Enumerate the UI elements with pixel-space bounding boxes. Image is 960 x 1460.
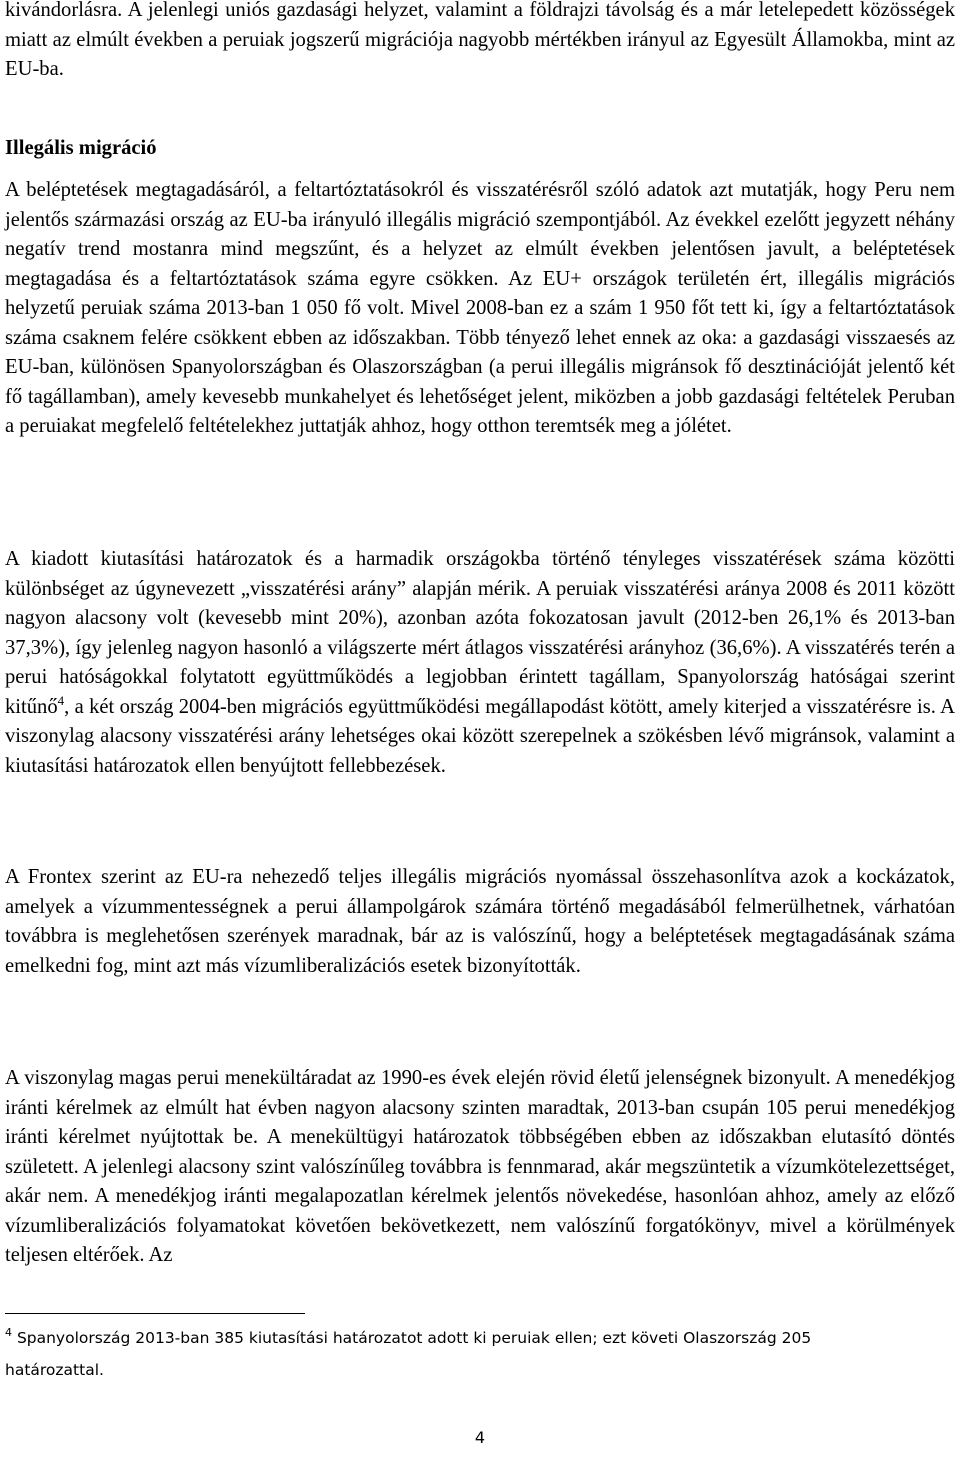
paragraph-return-rate-part1: A kiadott kiutasítási határozatok és a harmadik országokba történő tényleges visszatérések száma közötti különbséget az úgynevezett „visszatérési arány” alapján mérik. A peruiak visszatérési aránya 2008 és 2011 között nagyon alacsony volt (kevesebb mint 20%), azonban azóta fokozatosan javult (2012-ben 26,1% és 2013-ban 37,3%), így jelenleg nagyon hasonló a világszerte mért átlagos visszatérési arányhoz (36,6%). A visszatérés terén a perui hatóságokkal folytatott együttműködés a legjobban érintett tagállam, Spanyolország hatóságai szerint kitűnő xyxy=(5,548,955,718)
section-heading: Illegális migráció xyxy=(5,137,157,159)
paragraph-intro: kivándorlásra. A jelenlegi uniós gazdasági helyzet, valamint a földrajzi távolság és a már letelepedett közösségek miatt az elmúlt években a peruiak jogszerű migrációja nagyobb mértékben irányul az Egyesült Államokba, mint az EU-ba. xyxy=(5,0,955,80)
footnote-separator xyxy=(5,1313,305,1314)
footnote-reference: 4 xyxy=(57,692,65,708)
paragraph-illegal-migration: A beléptetések megtagadásáról, a feltartóztatásokról és visszatérésről szóló adatok azt mutatják, hogy Peru nem jelentős származási ország az EU-ba irányuló illegális migráció szempontjából. Az évekkel ezelőtt jegyzett néhány negatív trend mostanra mind megszűnt, és a helyzet az elmúlt években jelentősen javult, a beléptetések megtagadása és a feltartóztatások száma egyre csökken. Az EU+ országok területén ért, illegális migrációs helyzetű peruiak száma 2013-ban 1 050 fő volt. Mivel 2008-ban ez a szám 1 950 főt tett ki, így a feltartóztatások száma csaknem felére csökkent ebben az időszakban. Több tényező lehet ennek az oka: a gazdasági visszaesés az EU-ban, különösen Spanyolországban és Olaszországban (a perui illegális migránsok fő desztinációját jelentő két fő tagállamban), amely kevesebb munkahelyet és lehetőséget jelent, miközben a jobb gazdasági feltételek Peruban a peruiakat megfelelő feltételekhez juttatják ahhoz, hogy otthon teremtsék meg a jólétet. xyxy=(5,179,955,437)
footnote-number: 4 xyxy=(5,1326,12,1339)
paragraph-return-rate xyxy=(5,545,955,781)
paragraph-return-rate-part2: , a két ország 2004-ben migrációs együttműködési megállapodást kötött, amely kiterjed a visszatérésre is. A viszonylag alacsony visszatérési arány lehetséges okai között szerepelnek a szökésben lévő migránsok, valamint a kiutasítási határozatok ellen benyújtott fellebbezések. xyxy=(5,695,955,777)
footnote-text: Spanyolország 2013-ban 385 kiutasítási határozatot adott ki peruiak ellen; ezt követi Olaszország 205 határozattal. xyxy=(5,1329,812,1379)
page-number: 4 xyxy=(474,1428,486,1447)
footnote xyxy=(5,1322,905,1386)
paragraph-asylum: A viszonylag magas perui menekültáradat az 1990-es évek elején rövid életű jelenségnek bizonyult. A menedékjog iránti kérelmek az elmúlt hat évben nagyon alacsony szinten maradtak, 2013-ban csupán 105 perui menedékjog iránti kérelmet nyújtottak be. A menekültügyi határozatok többségében ebben az időszakban elutasító döntés született. A jelenlegi alacsony szint valószínűleg továbbra is fennmarad, akár megszüntetik a vízumkötelezettséget, akár nem. A menedékjog iránti megalapozatlan kérelmek jelentős növekedése, hasonlóan ahhoz, amely az előző vízumliberalizációs folyamatokat követően bekövetkezett, nem valószínű forgatókönyv, mivel a körülmények teljesen eltérőek. Az xyxy=(5,1067,955,1266)
paragraph-frontex: A Frontex szerint az EU-ra nehezedő teljes illegális migrációs nyomással összehasonlítva azok a kockázatok, amelyek a vízummentességnek a perui állampolgárok számára történő megadásából felmerülhetnek, várhatóan továbbra is meglehetősen szerények maradnak, bár az is valószínű, hogy a beléptetések megtagadásának száma emelkedni fog, mint azt más vízumliberalizációs esetek bizonyították. xyxy=(5,866,955,977)
